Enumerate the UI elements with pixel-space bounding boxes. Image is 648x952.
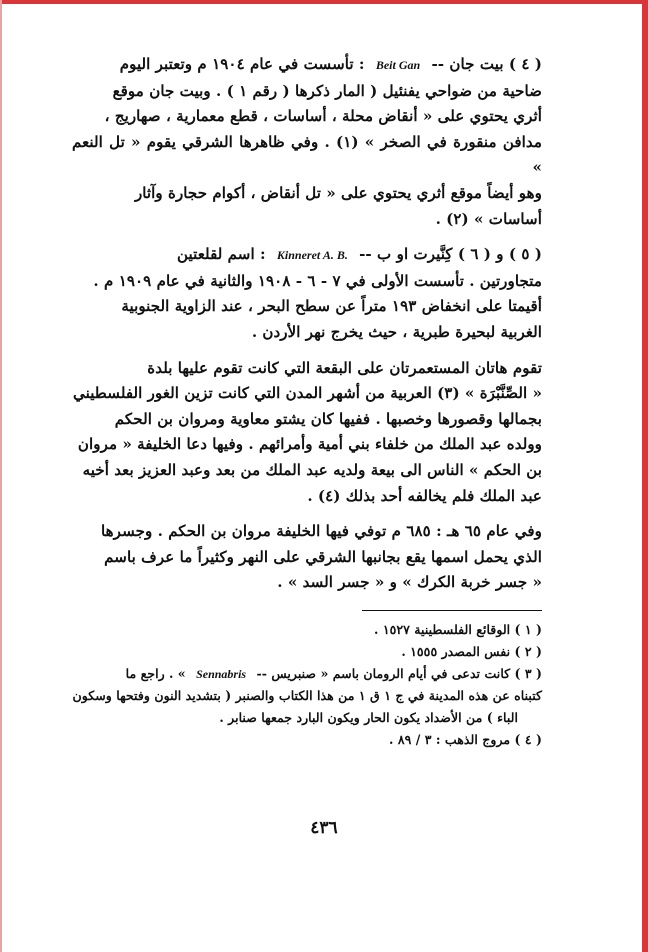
entry-number: ( ٥ ) و ( ٦ ) — [457, 245, 542, 264]
body-line: بجمالها وقصورها وخصبها . ففيها كان يشتو معاوية ومروان بن الحكم — [114, 409, 542, 428]
entry-line: أقيمتا على انخفاض ١٩٣ متراً عن سطح البحر ، عند الزاوية الجنوبية — [121, 297, 542, 316]
entry-heading — [72, 52, 542, 79]
body-line: تقوم هاتان المستعمرتان على البقعة التي كانت تقوم عليها بلدة — [147, 358, 542, 377]
footnote-separator — [362, 610, 542, 611]
entry-line: : تأسست في عام ١٩٠٤ م وتعتبر اليوم — [119, 55, 365, 73]
footnote-3-text: » . راجع ما — [125, 665, 186, 681]
body-line: وولده عبد الملك من خلفاء بني أمية وأمرائهم . وفيها دعا الخليفة « مروان — [77, 435, 542, 454]
footnote-1: ( ١ ) الوقائع الفلسطينية ١٥٢٧ . — [374, 621, 542, 637]
footnote-3 — [72, 663, 542, 685]
body-line: وفي عام ٦٥ هـ : ٦٨٥ م توفي فيها الخليفة مروان بن الحكم . وجسرها — [101, 522, 542, 541]
footnote-3-line: كتبناه عن هذه المدينة في ج ١ ق ١ من هذا الكتاب والصنبر ( بتشديد النون وفتحها وسكون — [72, 687, 542, 703]
entry-line: الغربية لبحيرة طبرية ، حيث يخرج نهر الأردن . — [251, 322, 542, 341]
entry-line: أثري يحتوي على « أنقاض محلة ، أساسات ، قطع معمارية ، صهاريج ، — [104, 107, 542, 126]
body-line: « جسر خربة الكرك » و « جسر السد » . — [277, 573, 542, 592]
paragraph-bridge — [72, 519, 542, 596]
entry-line: مدافن منقورة في الصخر » (١) . وفي ظاهرها الشرقي يقوم « تل النعم » — [72, 132, 542, 177]
entry-kinneret — [72, 242, 542, 345]
document-page — [72, 52, 542, 751]
window-frame-left — [0, 0, 2, 952]
footnote-3-line: الباء ) من الأضداد يكون الحار ويكون البارد جمعها صنابر . — [219, 709, 518, 725]
entry-latin-name: Kinneret A. B. — [276, 248, 348, 263]
entry-line: : اسم لقلعتين — [176, 245, 266, 264]
footnote-4: ( ٤ ) مروج الذهب : ٣ / ٨٩ . — [389, 731, 542, 747]
footnotes — [72, 619, 542, 751]
body-line: بن الحكم » الناس الى بيعة ولديه عبد الملك من بعد وعبد العزيز بعد أخيه — [82, 460, 542, 479]
entry-line: وهو أيضاً موقع أثري يحتوي على « تل أنقاض ، أكوام حجارة وآثار — [134, 183, 542, 202]
footnote-3-latin: Sennabris — [196, 666, 247, 681]
footnote-2: ( ٢ ) نفس المصدر ١٥٥٥ . — [401, 643, 542, 659]
entry-name: بيت جان -- — [431, 55, 504, 73]
body-line: عبد الملك فلم يخالفه أحد بذلك (٤) . — [307, 486, 542, 505]
footnote-3-text: ( ٣ ) كانت تدعى في أيام الرومان باسم « صنبريس -- — [256, 665, 542, 681]
entry-line: متجاورتين . تأسست الأولى في ٧ - ٦ - ١٩٠٨ والثانية في عام ١٩٠٩ م . — [93, 271, 542, 290]
body-line: « الصِّنَّبْرَة » (٣) العربية من أشهر المدن التي كانت تزين الغور الفلسطيني — [72, 384, 542, 403]
body-line: الذي يحمل اسمها يقع بجانبها الشرقي على النهر وكثيراً ما عرف باسم — [104, 547, 542, 566]
entry-beit-gan — [72, 52, 542, 232]
window-frame-right — [642, 0, 648, 952]
entry-line: ضاحية من ضواحي يفنئيل ( المار ذكرها ( رقم ١ ) . وبيت جان موقع — [112, 81, 542, 100]
paragraph-sinnabra — [72, 356, 542, 510]
entry-number: ( ٤ ) — [508, 55, 542, 73]
entry-latin-name: Beit Gan — [375, 58, 421, 72]
window-frame-top — [0, 0, 648, 4]
page-number: ٤٣٦ — [310, 818, 338, 838]
entry-line: أساسات » (٢) . — [435, 209, 542, 228]
entry-heading — [72, 242, 542, 269]
entry-name: كِنَّيرت او ب -- — [359, 245, 453, 264]
